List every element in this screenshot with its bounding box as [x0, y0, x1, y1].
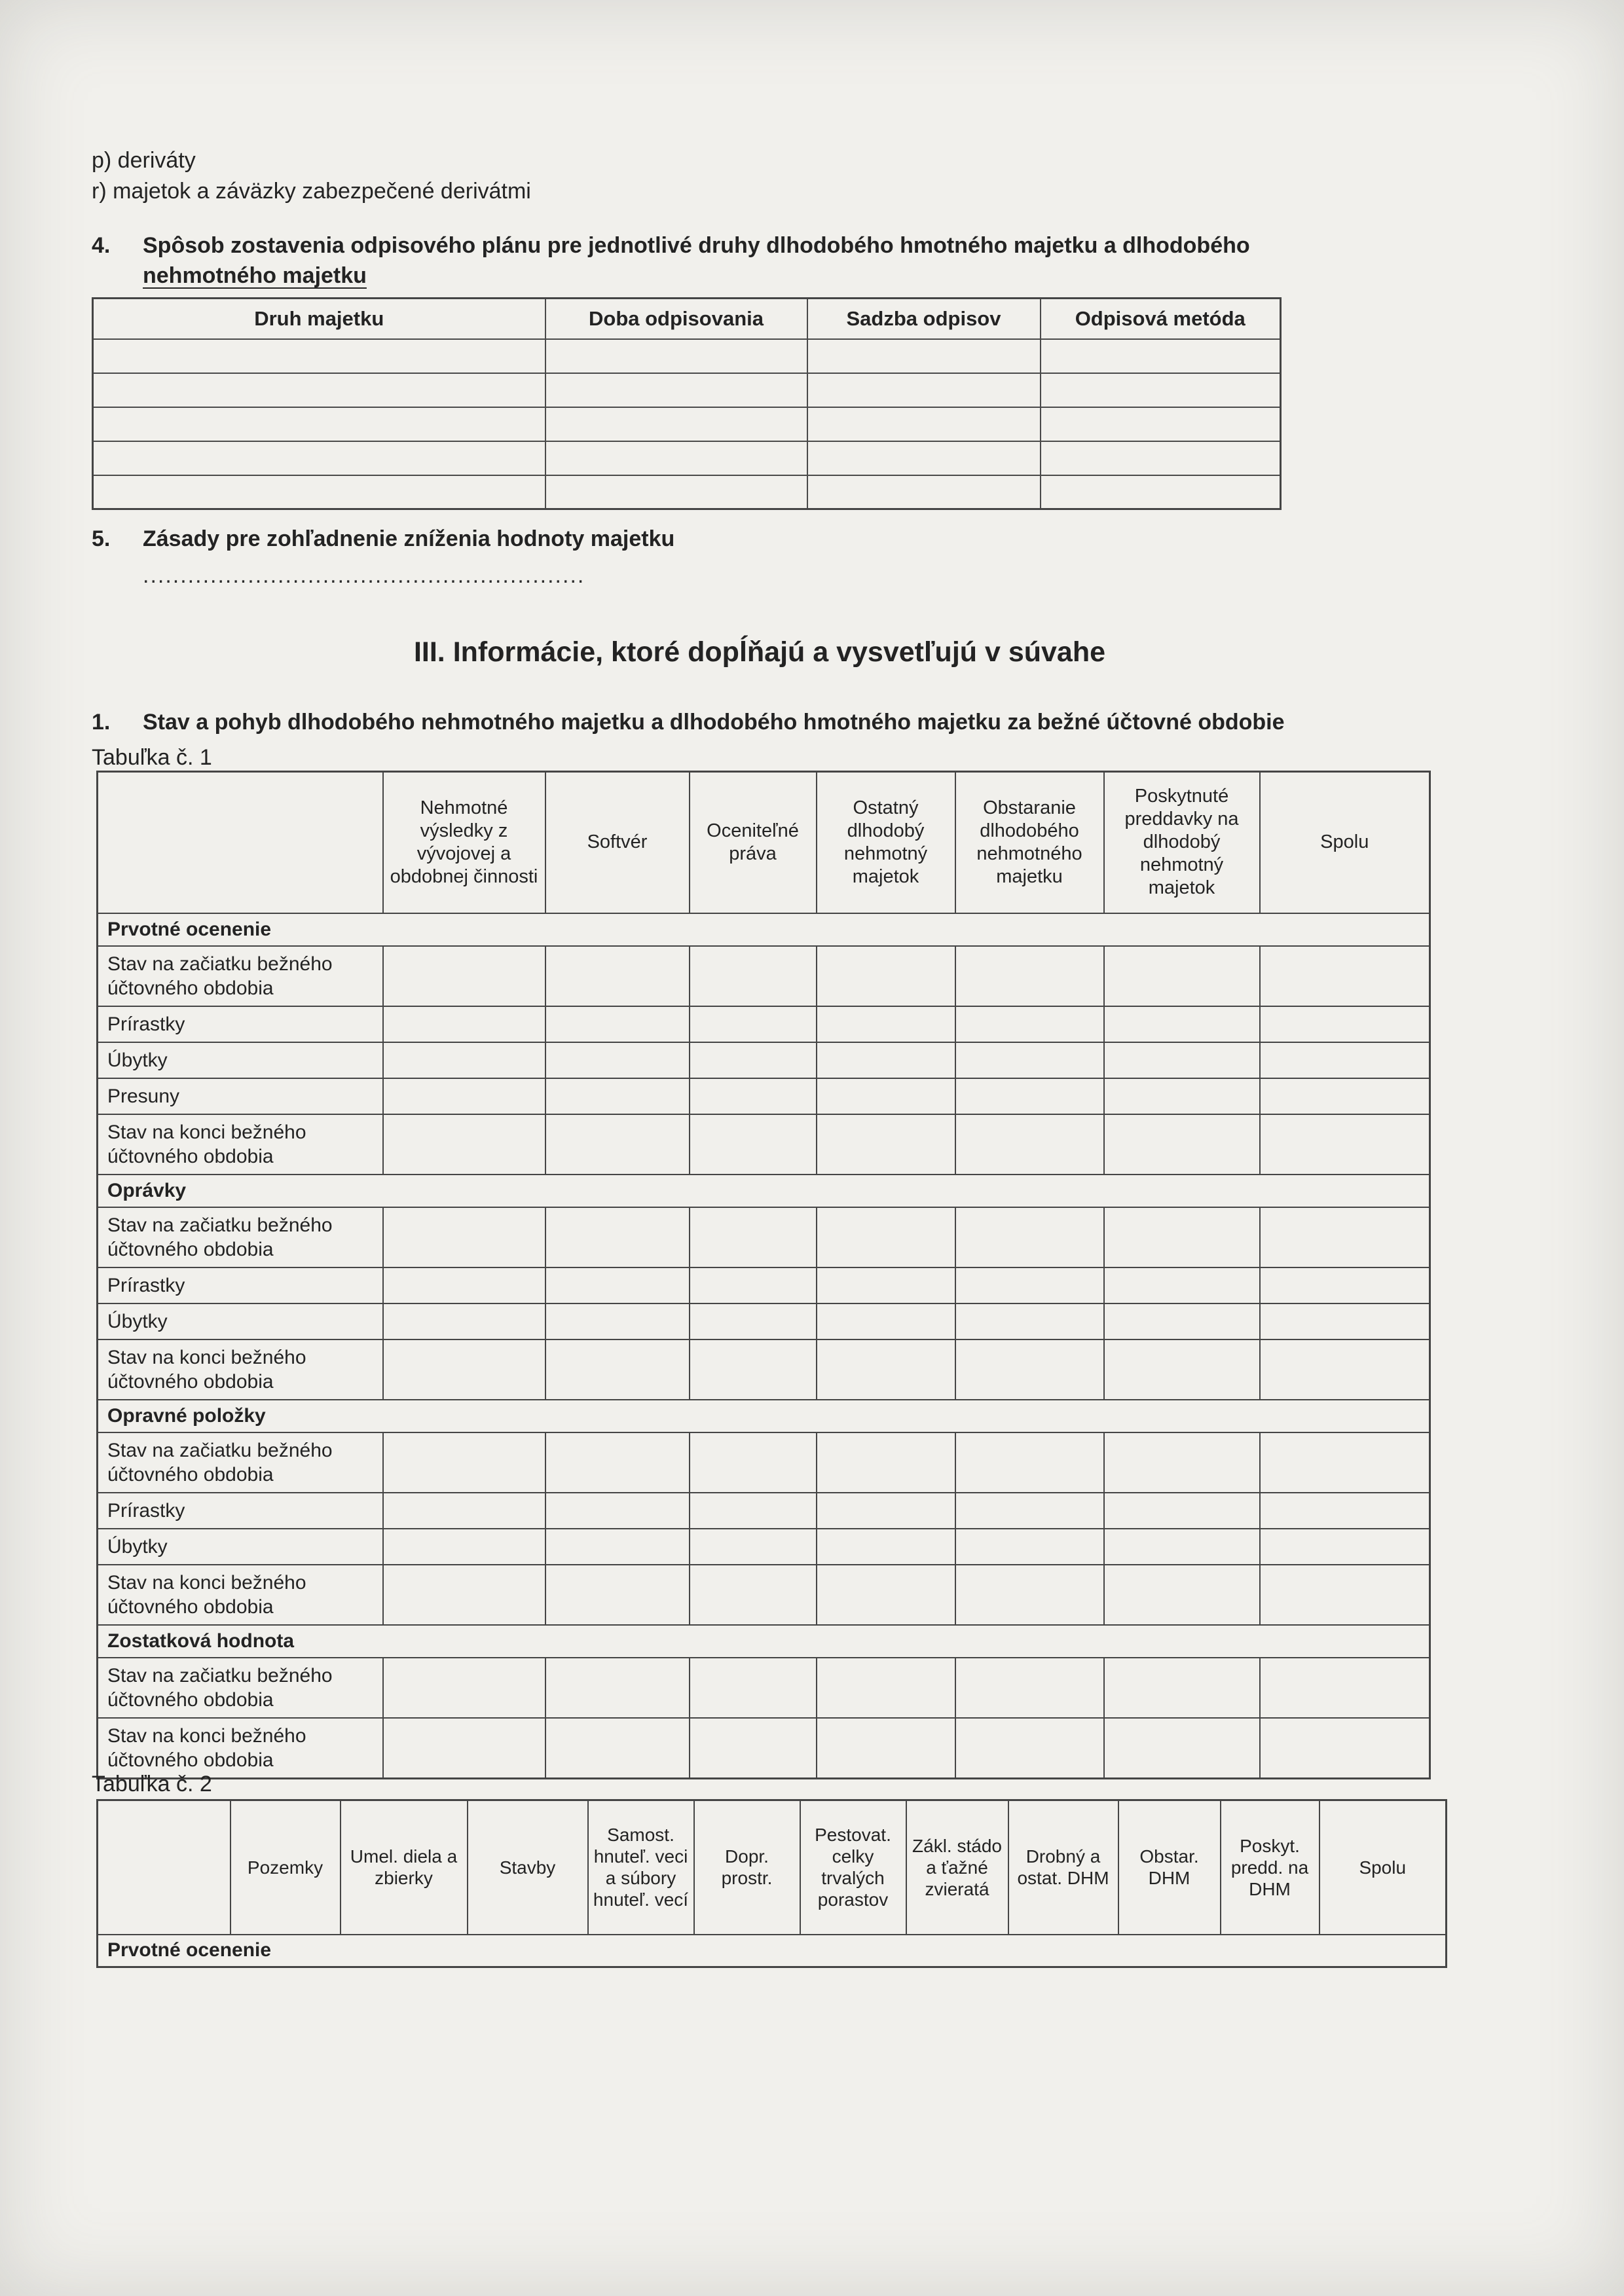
row-label: Stav na začiatku bežného účtovného obdobia	[98, 1207, 383, 1267]
empty-cell	[690, 1432, 817, 1493]
intangible-assets-table	[96, 771, 1431, 1779]
section-label: Oprávky	[98, 1175, 1430, 1207]
empty-cell	[1104, 1718, 1260, 1779]
empty-cell	[1104, 1078, 1260, 1114]
empty-cell	[1104, 1432, 1260, 1493]
section-label: Opravné položky	[98, 1400, 1430, 1432]
empty-cell	[1104, 1493, 1260, 1529]
data-row	[98, 1529, 1430, 1565]
column-header: Pestovat. celky trvalých porastov	[800, 1800, 906, 1935]
section-4-title-line1: Spôsob zostavenia odpisového plánu pre jednotlivé druhy dlhodobého hmotného majetku a dlhodobého	[143, 233, 1250, 258]
data-row	[98, 1718, 1430, 1779]
column-header: Doba odpisovania	[545, 299, 807, 339]
empty-cell	[545, 1658, 690, 1718]
section-row	[98, 1400, 1430, 1432]
empty-cell	[690, 946, 817, 1006]
empty-row	[93, 475, 1281, 509]
empty-cell	[955, 1114, 1104, 1175]
empty-cell	[807, 441, 1041, 475]
empty-cell	[817, 1114, 955, 1175]
data-row	[98, 1493, 1430, 1529]
column-header: Odpisová metóda	[1041, 299, 1281, 339]
empty-cell	[690, 1339, 817, 1400]
empty-cell	[545, 339, 807, 373]
section-1-number: 1.	[92, 710, 111, 735]
empty-cell	[690, 1565, 817, 1625]
table-header-row	[98, 1800, 1447, 1935]
table-header-row	[93, 299, 1281, 339]
empty-cell	[1104, 1267, 1260, 1303]
empty-cell	[955, 1658, 1104, 1718]
empty-cell	[1104, 946, 1260, 1006]
column-header: Ostatný dlhodobý nehmotný majetok	[817, 772, 955, 913]
empty-cell	[1260, 1303, 1430, 1339]
empty-cell	[817, 1529, 955, 1565]
empty-cell	[955, 1042, 1104, 1078]
empty-cell	[383, 1529, 545, 1565]
row-label: Stav na konci bežného účtovného obdobia	[98, 1114, 383, 1175]
empty-cell	[383, 1718, 545, 1779]
empty-cell	[545, 1529, 690, 1565]
empty-cell	[1260, 1718, 1430, 1779]
empty-cell	[817, 1303, 955, 1339]
empty-cell	[545, 1114, 690, 1175]
empty-cell	[1260, 1565, 1430, 1625]
section-4-number: 4.	[92, 233, 111, 258]
empty-cell	[807, 407, 1041, 441]
empty-cell	[1104, 1042, 1260, 1078]
empty-cell	[93, 373, 545, 407]
row-label: Prírastky	[98, 1006, 383, 1042]
empty-cell	[1260, 1207, 1430, 1267]
data-row	[98, 1658, 1430, 1718]
section-row	[98, 1175, 1430, 1207]
section-row	[98, 1625, 1430, 1658]
empty-cell	[955, 1529, 1104, 1565]
tangible-assets-table	[96, 1799, 1447, 1968]
empty-cell	[1041, 475, 1281, 509]
empty-row	[93, 441, 1281, 475]
empty-cell	[1260, 1432, 1430, 1493]
column-header: Pozemky	[231, 1800, 341, 1935]
empty-cell	[1260, 1339, 1430, 1400]
section-5-number: 5.	[92, 526, 111, 551]
empty-cell	[1260, 1042, 1430, 1078]
section-4-title	[143, 230, 1250, 291]
section-5-title: Zásady pre zohľadnenie zníženia hodnoty majetku	[143, 526, 675, 551]
section-1-heading	[92, 707, 1532, 737]
row-label: Úbytky	[98, 1042, 383, 1078]
corner-cell	[98, 1800, 231, 1935]
empty-cell	[1041, 441, 1281, 475]
empty-cell	[383, 1006, 545, 1042]
table-header-row	[98, 772, 1430, 913]
empty-cell	[383, 1658, 545, 1718]
empty-cell	[545, 1006, 690, 1042]
empty-cell	[807, 339, 1041, 373]
section-5-heading	[92, 524, 1336, 554]
data-row	[98, 946, 1430, 1006]
section-label: Prvotné ocenenie	[98, 913, 1430, 946]
corner-cell	[98, 772, 383, 913]
section-4-heading	[92, 230, 1375, 291]
depreciation-plan-table	[92, 297, 1282, 510]
row-label: Úbytky	[98, 1303, 383, 1339]
empty-cell	[545, 1493, 690, 1529]
empty-cell	[1260, 1078, 1430, 1114]
row-label: Úbytky	[98, 1529, 383, 1565]
empty-row	[93, 339, 1281, 373]
empty-cell	[545, 407, 807, 441]
empty-cell	[545, 441, 807, 475]
data-row	[98, 1006, 1430, 1042]
row-label: Stav na konci bežného účtovného obdobia	[98, 1718, 383, 1779]
empty-cell	[955, 946, 1104, 1006]
section-1	[92, 707, 1532, 737]
column-header: Softvér	[545, 772, 690, 913]
empty-cell	[1260, 1114, 1430, 1175]
empty-cell	[545, 475, 807, 509]
column-header: Poskyt. predd. na DHM	[1221, 1800, 1320, 1935]
empty-cell	[383, 946, 545, 1006]
empty-cell	[383, 1303, 545, 1339]
row-label: Stav na začiatku bežného účtovného obdobia	[98, 1432, 383, 1493]
empty-cell	[93, 407, 545, 441]
empty-cell	[690, 1207, 817, 1267]
section-5	[92, 524, 1336, 589]
row-label: Stav na konci bežného účtovného obdobia	[98, 1339, 383, 1400]
empty-cell	[817, 946, 955, 1006]
empty-cell	[817, 1339, 955, 1400]
empty-cell	[1260, 1006, 1430, 1042]
data-row	[98, 1207, 1430, 1267]
column-header: Poskytnuté preddavky na dlhodobý nehmotný majetok	[1104, 772, 1260, 913]
empty-cell	[545, 1565, 690, 1625]
empty-cell	[817, 1658, 955, 1718]
empty-cell	[545, 946, 690, 1006]
data-row	[98, 1339, 1430, 1400]
empty-cell	[383, 1078, 545, 1114]
data-row	[98, 1267, 1430, 1303]
empty-cell	[817, 1207, 955, 1267]
part-iii-heading: III. Informácie, ktoré dopĺňajú a vysvetľujú v súvahe	[413, 636, 1106, 668]
intro-item-p: p) deriváty	[92, 148, 196, 173]
empty-cell	[545, 1078, 690, 1114]
empty-cell	[383, 1565, 545, 1625]
column-header: Druh majetku	[93, 299, 545, 339]
empty-cell	[955, 1493, 1104, 1529]
section-1-title: Stav a pohyb dlhodobého nehmotného majetku a dlhodobého hmotného majetku za bežné účtovné obdobie	[143, 710, 1285, 735]
empty-cell	[807, 475, 1041, 509]
empty-cell	[955, 1207, 1104, 1267]
empty-cell	[690, 1267, 817, 1303]
empty-cell	[1260, 1493, 1430, 1529]
empty-cell	[955, 1078, 1104, 1114]
empty-cell	[383, 1339, 545, 1400]
empty-cell	[383, 1207, 545, 1267]
empty-cell	[93, 475, 545, 509]
section-label: Zostatková hodnota	[98, 1625, 1430, 1658]
empty-cell	[545, 1303, 690, 1339]
data-row	[98, 1303, 1430, 1339]
empty-cell	[1041, 373, 1281, 407]
column-header: Samost. hnuteľ. veci a súbory hnuteľ. vecí	[588, 1800, 694, 1935]
empty-cell	[955, 1267, 1104, 1303]
empty-cell	[807, 373, 1041, 407]
empty-cell	[955, 1718, 1104, 1779]
empty-cell	[955, 1432, 1104, 1493]
empty-cell	[545, 1718, 690, 1779]
empty-cell	[690, 1303, 817, 1339]
row-label: Stav na začiatku bežného účtovného obdobia	[98, 946, 383, 1006]
empty-cell	[383, 1042, 545, 1078]
column-header: Spolu	[1260, 772, 1430, 913]
empty-cell	[1104, 1114, 1260, 1175]
table-2-caption: Tabuľka č. 2	[92, 1772, 212, 1796]
empty-cell	[1041, 407, 1281, 441]
data-row	[98, 1078, 1430, 1114]
empty-cell	[1260, 1529, 1430, 1565]
empty-cell	[817, 1718, 955, 1779]
empty-cell	[545, 373, 807, 407]
empty-cell	[545, 1432, 690, 1493]
empty-cell	[817, 1267, 955, 1303]
empty-cell	[690, 1658, 817, 1718]
empty-cell	[545, 1339, 690, 1400]
dotted-fill-line: ...........................................................	[143, 563, 585, 588]
empty-cell	[1104, 1303, 1260, 1339]
empty-cell	[955, 1339, 1104, 1400]
empty-cell	[93, 441, 545, 475]
row-label: Prírastky	[98, 1267, 383, 1303]
row-label: Prírastky	[98, 1493, 383, 1529]
empty-cell	[1260, 1267, 1430, 1303]
section-4-title-line2: nehmotného majetku	[143, 263, 367, 288]
empty-cell	[383, 1114, 545, 1175]
column-header: Spolu	[1320, 1800, 1447, 1935]
column-header: Oceniteľné práva	[690, 772, 817, 913]
empty-cell	[1260, 946, 1430, 1006]
empty-cell	[955, 1006, 1104, 1042]
empty-cell	[690, 1042, 817, 1078]
empty-cell	[690, 1114, 817, 1175]
intro-list	[92, 145, 531, 207]
column-header: Dopr. prostr.	[694, 1800, 800, 1935]
data-row	[98, 1565, 1430, 1625]
row-label: Stav na začiatku bežného účtovného obdobia	[98, 1658, 383, 1718]
row-label: Stav na konci bežného účtovného obdobia	[98, 1565, 383, 1625]
empty-row	[93, 407, 1281, 441]
empty-cell	[817, 1078, 955, 1114]
empty-cell	[1260, 1658, 1430, 1718]
empty-cell	[383, 1432, 545, 1493]
data-row	[98, 1042, 1430, 1078]
empty-cell	[1104, 1529, 1260, 1565]
column-header: Zákl. stádo a ťažné zvieratá	[906, 1800, 1008, 1935]
column-header: Obstar. DHM	[1118, 1800, 1221, 1935]
empty-cell	[545, 1207, 690, 1267]
empty-cell	[955, 1565, 1104, 1625]
row-label: Presuny	[98, 1078, 383, 1114]
empty-row	[93, 373, 1281, 407]
column-header: Drobný a ostat. DHM	[1008, 1800, 1118, 1935]
empty-cell	[383, 1267, 545, 1303]
empty-cell	[1104, 1207, 1260, 1267]
empty-cell	[1041, 339, 1281, 373]
section-row	[98, 913, 1430, 946]
empty-cell	[817, 1565, 955, 1625]
column-header: Stavby	[468, 1800, 588, 1935]
column-header: Sadzba odpisov	[807, 299, 1041, 339]
section-label: Prvotné ocenenie	[98, 1935, 1447, 1967]
empty-cell	[690, 1718, 817, 1779]
empty-cell	[1104, 1658, 1260, 1718]
empty-cell	[817, 1493, 955, 1529]
empty-cell	[1104, 1006, 1260, 1042]
empty-cell	[1104, 1339, 1260, 1400]
column-header: Umel. diela a zbierky	[341, 1800, 468, 1935]
empty-cell	[817, 1042, 955, 1078]
empty-cell	[955, 1303, 1104, 1339]
table-1-caption: Tabuľka č. 1	[92, 745, 212, 770]
empty-cell	[545, 1267, 690, 1303]
empty-cell	[690, 1006, 817, 1042]
column-header: Obstaranie dlhodobého nehmotného majetku	[955, 772, 1104, 913]
empty-cell	[817, 1006, 955, 1042]
section-4	[92, 230, 1375, 510]
data-row	[98, 1114, 1430, 1175]
empty-cell	[690, 1078, 817, 1114]
empty-cell	[1104, 1565, 1260, 1625]
empty-cell	[383, 1493, 545, 1529]
empty-cell	[93, 339, 545, 373]
empty-cell	[690, 1493, 817, 1529]
empty-cell	[817, 1432, 955, 1493]
empty-cell	[690, 1529, 817, 1565]
data-row	[98, 1432, 1430, 1493]
column-header: Nehmotné výsledky z vývojovej a obdobnej činnosti	[383, 772, 545, 913]
intro-item-r: r) majetok a záväzky zabezpečené derivátmi	[92, 179, 531, 204]
section-row	[98, 1935, 1447, 1967]
empty-cell	[545, 1042, 690, 1078]
